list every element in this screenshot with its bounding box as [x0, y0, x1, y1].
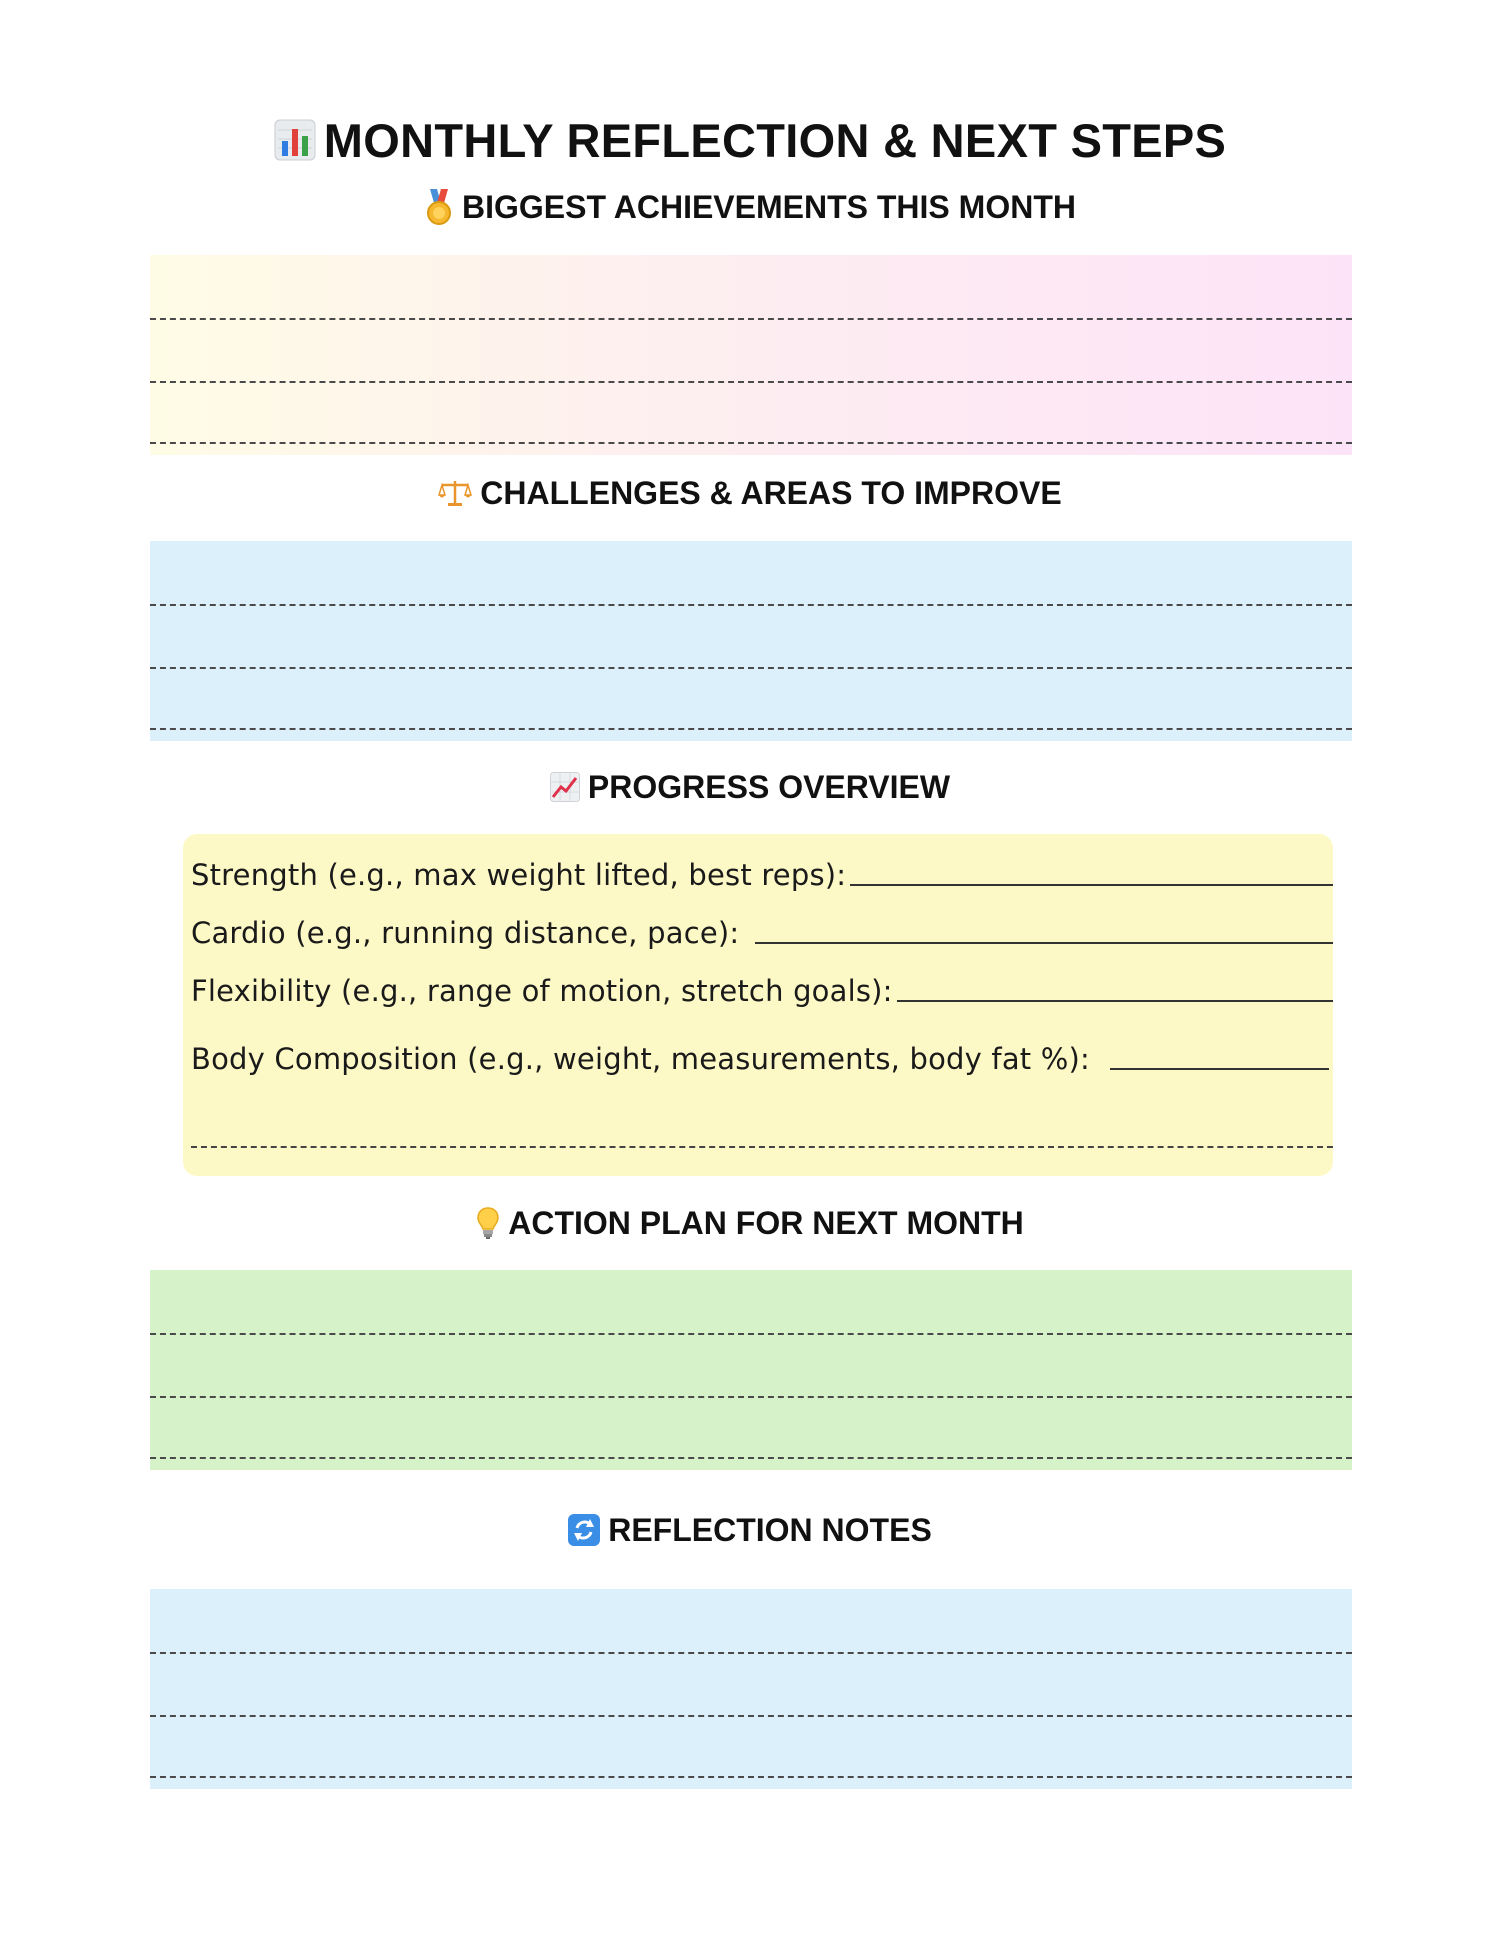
- progress-extra-line[interactable]: [191, 1146, 1333, 1148]
- writing-line: [150, 381, 1352, 383]
- section-heading-text: BIGGEST ACHIEVEMENTS THIS MONTH: [462, 188, 1076, 225]
- writing-line: [150, 1715, 1352, 1717]
- progress-label-body-composition: Body Composition (e.g., weight, measurements, body fat %):: [191, 1042, 1091, 1076]
- writing-line: [150, 442, 1352, 444]
- progress-overview-box: [183, 834, 1333, 1176]
- writing-line: [150, 1396, 1352, 1398]
- section-heading-achievements: [0, 185, 1500, 229]
- refresh-icon: [568, 1514, 600, 1546]
- writing-line: [150, 1652, 1352, 1654]
- action-plan-writing-area[interactable]: [150, 1270, 1352, 1470]
- section-heading-text: ACTION PLAN FOR NEXT MONTH: [508, 1204, 1024, 1241]
- title-text: MONTHLY REFLECTION & NEXT STEPS: [323, 113, 1227, 167]
- section-heading-text: CHALLENGES & AREAS TO IMPROVE: [480, 474, 1062, 511]
- achievements-writing-area[interactable]: [150, 255, 1352, 455]
- writing-line: [150, 1457, 1352, 1459]
- progress-label-strength: Strength (e.g., max weight lifted, best reps):: [191, 858, 847, 892]
- reflection-notes-writing-area[interactable]: [150, 1589, 1352, 1789]
- page-title: [0, 112, 1500, 168]
- writing-line: [150, 604, 1352, 606]
- section-heading-progress: [0, 765, 1500, 809]
- trending-up-icon: [550, 772, 580, 802]
- balance-scale-icon: [438, 478, 472, 508]
- writing-line: [150, 1333, 1352, 1335]
- progress-row-strength[interactable]: [191, 858, 1333, 892]
- bar-chart-icon: [274, 119, 316, 161]
- progress-row-flexibility[interactable]: [191, 974, 1333, 1008]
- progress-row-body-composition[interactable]: [191, 1042, 1329, 1076]
- section-heading-text: PROGRESS OVERVIEW: [587, 768, 951, 805]
- progress-label-flexibility: Flexibility (e.g., range of motion, stretch goals):: [191, 974, 893, 1008]
- writing-line: [150, 667, 1352, 669]
- strength-input-line[interactable]: [850, 884, 1333, 886]
- challenges-writing-area[interactable]: [150, 541, 1352, 741]
- section-heading-text: REFLECTION NOTES: [608, 1511, 932, 1548]
- medal-icon: [424, 189, 454, 225]
- section-heading-action-plan: [0, 1201, 1500, 1245]
- writing-line: [150, 318, 1352, 320]
- section-heading-challenges: [0, 471, 1500, 515]
- flexibility-input-line[interactable]: [897, 1000, 1333, 1002]
- writing-line: [150, 728, 1352, 730]
- section-heading-notes: [0, 1508, 1500, 1552]
- body-composition-input-line[interactable]: [1110, 1068, 1329, 1070]
- progress-row-cardio[interactable]: [191, 916, 1333, 950]
- writing-line: [150, 1776, 1352, 1778]
- progress-label-cardio: Cardio (e.g., running distance, pace):: [191, 916, 740, 950]
- light-bulb-icon: [476, 1206, 500, 1240]
- cardio-input-line[interactable]: [755, 942, 1333, 944]
